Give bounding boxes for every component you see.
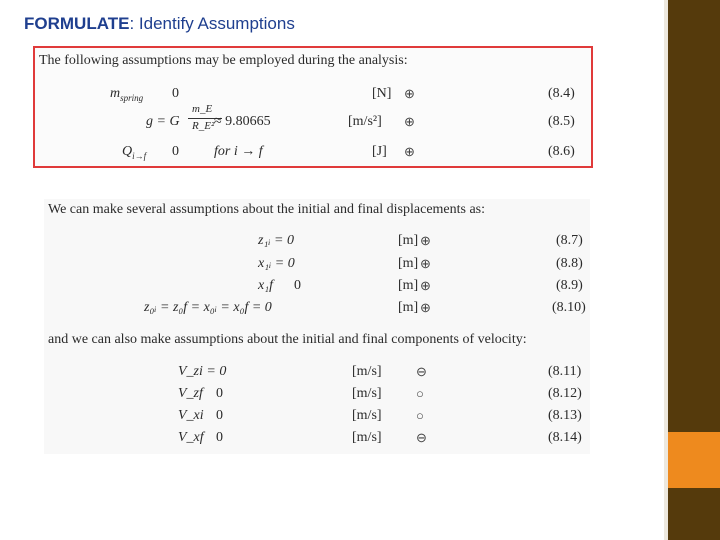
eq813-rhs: 0 [216, 408, 223, 423]
eq810-unit: [m] [398, 300, 419, 315]
eq84-lhs: $m_{spring}$ [110, 86, 144, 103]
eq88-label: (8.8) [556, 256, 583, 271]
eq812-rhs: 0 [216, 386, 223, 401]
eq84-mark: ⊕ [404, 86, 415, 101]
eq813-lhs: V_xi [178, 408, 204, 423]
eq88-unit: [m] [398, 256, 419, 271]
eq86-label: (8.6) [548, 144, 575, 159]
eq810-mark: ⊕ [420, 300, 431, 315]
eq87-lhs: z₁ᵢ = 0 [258, 233, 294, 248]
side-bar-bottom [668, 488, 720, 540]
eq814-mark: ⊖ [416, 430, 427, 445]
box1-intro: The following assumptions may be employed during the analysis: [39, 53, 408, 68]
displacement-assumptions-panel [44, 199, 590, 454]
eq812-unit: [m/s] [352, 386, 382, 401]
eq86-extra: for i → f [214, 144, 263, 159]
eq87-unit: [m] [398, 233, 419, 248]
eq85-lhs: g = G [146, 114, 180, 129]
box2-intro2: and we can also make assumptions about the initial and final components of velocity: [48, 332, 527, 347]
eq89-unit: [m] [398, 278, 419, 293]
eq87-mark: ⊕ [420, 233, 431, 248]
title-bold: FORMULATE [24, 14, 130, 33]
eq85-unit: [m/s²] [348, 114, 382, 129]
eq813-unit: [m/s] [352, 408, 382, 423]
eq814-unit: [m/s] [352, 430, 382, 445]
eq814-rhs: 0 [216, 430, 223, 445]
box2-intro: We can make several assumptions about the initial and final displacements as: [48, 202, 486, 217]
eq89-label: (8.9) [556, 278, 583, 293]
eq814-label: (8.14) [548, 430, 582, 445]
eq811-lhs: V_zi = 0 [178, 364, 227, 379]
eq85-label: (8.5) [548, 114, 575, 129]
eq813-mark: ○ [416, 408, 424, 423]
eq85-mark: ⊕ [404, 114, 415, 129]
eq812-label: (8.12) [548, 386, 582, 401]
eq89-rhs: 0 [294, 278, 301, 293]
slide-title [24, 14, 295, 34]
title-rest: : Identify Assumptions [129, 14, 295, 33]
eq85-rhs: ≈ 9.80665 [214, 114, 271, 129]
eq87-label: (8.7) [556, 233, 583, 248]
side-bar-top [668, 0, 720, 432]
eq89-lhs: x₁f [258, 278, 273, 293]
eq85-frac-num: m_E [192, 103, 213, 115]
eq88-lhs: x₁ᵢ = 0 [258, 256, 295, 271]
eq813-label: (8.13) [548, 408, 582, 423]
eq86-unit: [J] [372, 144, 387, 159]
eq812-lhs: V_zf [178, 386, 203, 401]
eq85-frac-den: R_E² [192, 120, 215, 132]
eq84-unit: [N] [372, 86, 392, 101]
eq88-mark: ⊕ [420, 256, 431, 271]
eq810-label: (8.10) [552, 300, 586, 315]
eq86-lhs: $Q_{i\to f}$ [122, 144, 147, 161]
eq84-label: (8.4) [548, 86, 575, 101]
eq810-lhs: z₀ᵢ = z₀f = x₀ᵢ = x₀f = 0 [144, 300, 272, 315]
eq86-rhs: 0 [172, 144, 179, 159]
eq84-rhs: 0 [172, 86, 179, 101]
eq814-lhs: V_xf [178, 430, 204, 445]
eq811-unit: [m/s] [352, 364, 382, 379]
side-bar-accent [668, 432, 720, 488]
eq811-label: (8.11) [548, 364, 582, 379]
eq89-mark: ⊕ [420, 278, 431, 293]
eq86-mark: ⊕ [404, 144, 415, 159]
eq812-mark: ○ [416, 386, 424, 401]
eq811-mark: ⊖ [416, 364, 427, 379]
